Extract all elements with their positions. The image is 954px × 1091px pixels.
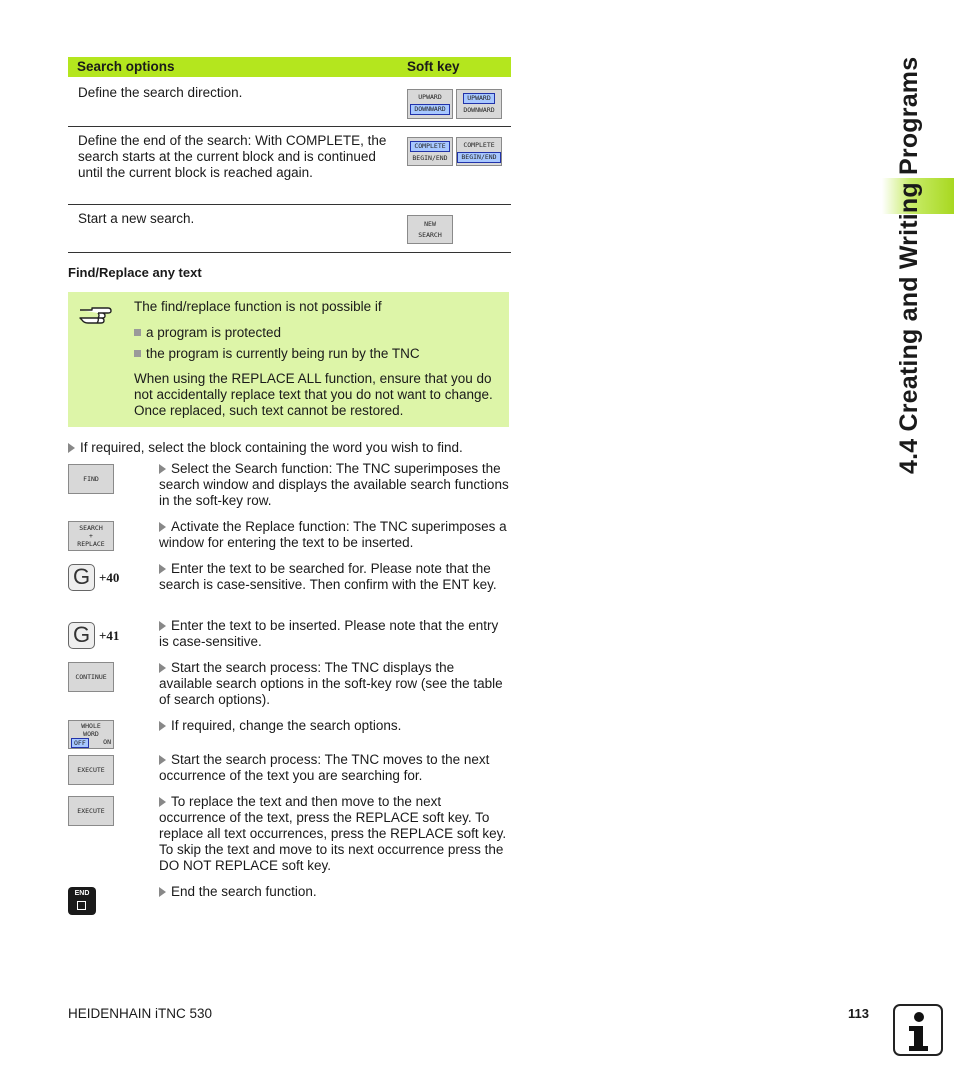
- softkey-complete-beginend[interactable]: COMPLETE BEGIN/END: [407, 137, 453, 166]
- step-text: Enter the text to be searched for. Please note that the search is case-sensitive. Then confirm with the ENT key.: [159, 561, 497, 592]
- footer-product: HEIDENHAIN iTNC 530: [68, 1006, 213, 1021]
- step-text: Enter the text to be inserted. Please note that the entry is case-sensitive.: [159, 618, 499, 649]
- softkey-search-replace[interactable]: SEARCH + REPLACE: [68, 521, 114, 551]
- arrow-icon: [68, 443, 75, 453]
- arrow-icon: [159, 721, 166, 731]
- end-key[interactable]: END: [68, 887, 96, 915]
- g-key[interactable]: G: [68, 564, 95, 591]
- arrow-icon: [159, 755, 166, 765]
- step-text: Start the search process: The TNC moves to the next occurrence of the text you are searching for.: [159, 752, 490, 783]
- info-icon: [893, 1004, 943, 1056]
- g-function-number: +41: [99, 628, 120, 643]
- arrow-icon: [159, 621, 166, 631]
- first-step: If required, select the block containing the word you wish to find.: [68, 440, 513, 456]
- info-glyph: [895, 1006, 941, 1054]
- arrow-icon: [159, 564, 166, 574]
- header-search-options: Search options: [77, 59, 175, 74]
- softkey-find[interactable]: FIND: [68, 464, 114, 494]
- table-divider: [68, 126, 511, 127]
- softkey-execute[interactable]: EXECUTE: [68, 796, 114, 826]
- note-bullet: the program is currently being run by the TNC: [134, 346, 504, 362]
- g-key[interactable]: G: [68, 622, 95, 649]
- table-header: [68, 57, 511, 77]
- step-text: If required, change the search options.: [159, 718, 511, 734]
- step-text: To replace the text and then move to the next occurrence of the text, press the REPLACE soft key. To replace all text occurrences, press the REPLACE soft key. To skip the text and move to its next occurrence press the DO NOT REPLACE soft key.: [159, 794, 507, 873]
- table-row-text: Define the end of the search: With COMPLETE, the search starts at the current block and is continued until the current block is reached again.: [78, 133, 387, 180]
- step-text: End the search function.: [159, 884, 511, 900]
- pointing-hand-icon: [78, 304, 112, 326]
- g-function-number: +40: [99, 570, 120, 585]
- note-intro: The find/replace function is not possible if: [134, 299, 382, 314]
- arrow-icon: [159, 464, 166, 474]
- table-bottom-rule: [68, 252, 511, 253]
- table-row-text: Define the search direction.: [78, 85, 243, 100]
- arrow-icon: [159, 797, 166, 807]
- chapter-title: 4.4 Creating and Writing Programs: [895, 56, 923, 474]
- table-divider: [68, 204, 511, 205]
- note-warning: When using the REPLACE ALL function, ensure that you do not accidentally replace text that you do not want to change. Once replaced, such text cannot be restored.: [134, 371, 493, 418]
- bullet-icon: [134, 350, 141, 357]
- end-square-icon: [77, 901, 86, 910]
- note-bullet: a program is protected: [134, 325, 504, 341]
- step-text: Activate the Replace function: The TNC superimposes a window for entering the text to be inserted.: [159, 519, 507, 550]
- softkey-continue[interactable]: CONTINUE: [68, 662, 114, 692]
- softkey-upward-downward[interactable]: UPWARD DOWNWARD: [407, 89, 453, 119]
- bullet-icon: [134, 329, 141, 336]
- step-text: Select the Search function: The TNC superimposes the search window and displays the available search functions in the soft-key row.: [159, 461, 509, 508]
- softkey-upward-downward[interactable]: UPWARD DOWNWARD: [456, 89, 502, 119]
- softkey-complete-beginend[interactable]: COMPLETE BEGIN/END: [456, 137, 502, 166]
- header-soft-key: Soft key: [407, 59, 460, 74]
- section-title: Find/Replace any text: [68, 265, 202, 280]
- step-text: Start the search process: The TNC displays the available search options in the soft-key row (see the table of search options).: [159, 660, 503, 707]
- softkey-whole-word[interactable]: WHOLE WORD OFF ON: [68, 720, 114, 749]
- arrow-icon: [159, 522, 166, 532]
- softkey-execute[interactable]: EXECUTE: [68, 755, 114, 785]
- note-box: [68, 292, 509, 427]
- table-row-text: Start a new search.: [78, 211, 195, 226]
- page-number: 113: [848, 1006, 869, 1021]
- arrow-icon: [159, 663, 166, 673]
- softkey-new-search[interactable]: NEW SEARCH: [407, 215, 453, 244]
- arrow-icon: [159, 887, 166, 897]
